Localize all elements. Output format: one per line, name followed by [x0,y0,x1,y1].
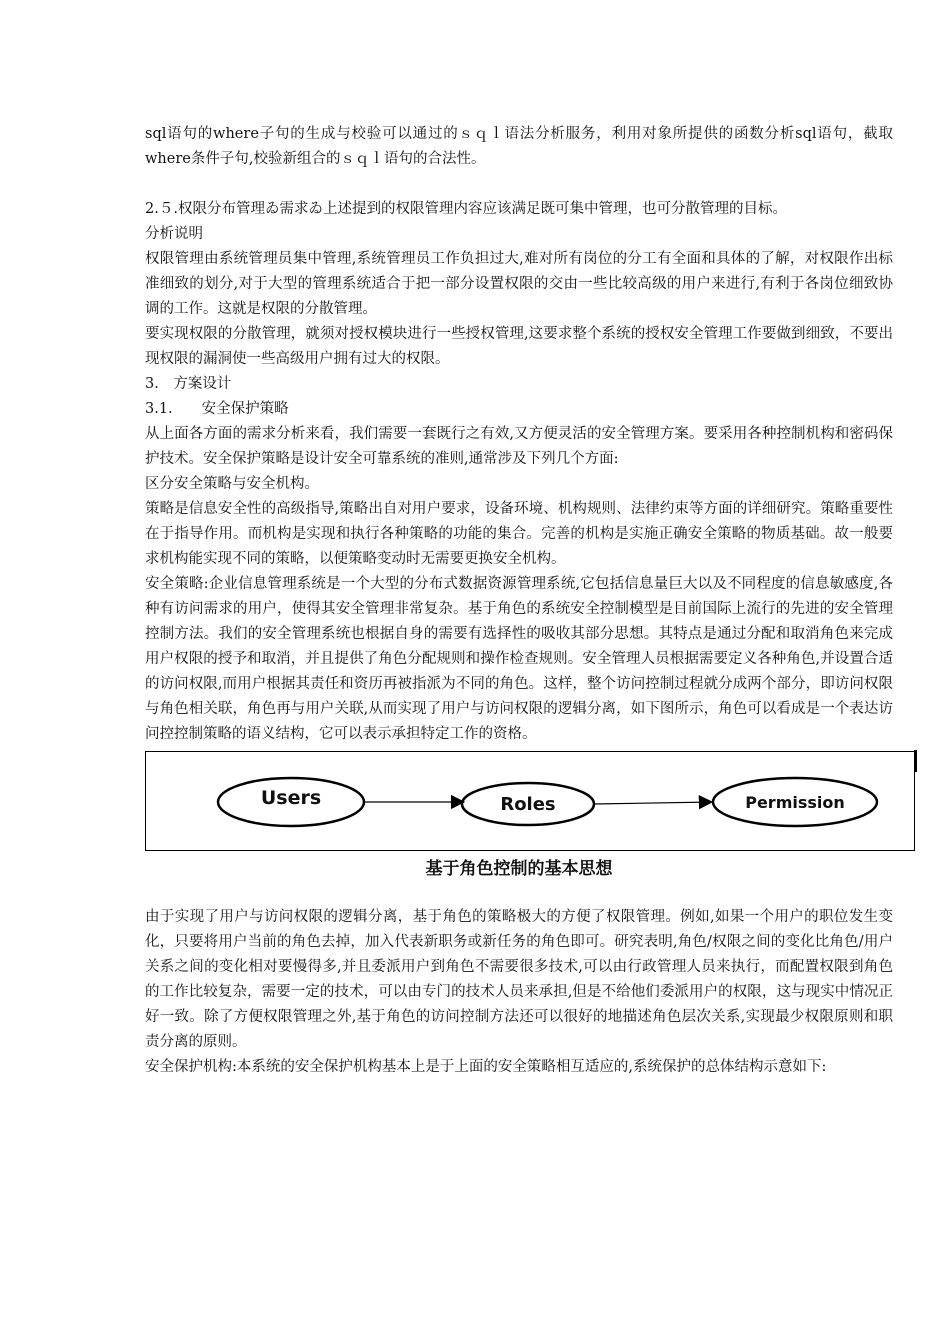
heading-3-1-security-policy: 3.1. 安全保护策略 [145,401,289,417]
users-label: Users [260,787,322,809]
permission-label: Permission [745,793,845,812]
rbac-diagram-svg [146,752,916,852]
rbac-diagram [145,751,915,851]
document-page [145,122,893,1080]
paragraph-centralized-management: 权限管理由系统管理员集中管理,系统管理员工作负担过大,难对所有岗位的分工有全面和具体的了解，对权限作出标准细致的划分,对于大型的管理系统适合于把一部分设置权限的交由一些比较高级的用户来进行,有利于各岗位细致协调的工作。这就是权限的分散管理。 [145,251,893,317]
paragraph-security-policy-rbac: 安全策略:企业信息管理系统是一个大型的分布式数据资源管理系统,它包括信息量巨大以及不同程度的信息敏感度,各种有访问需求的用户，使得其安全管理非常复杂。基于角色的系统安全控制模型是目前国际上流行的先进的安全管理控制方法。我们的安全管理系统也根据自身的需要有选择性的吸收其部分思想。其特点是通过分配和取消角色来完成用户权限的授予和取消，并且提供了角色分配规则和操作检查规则。安全管理人员根据需要定义各种角色,并设置合适的访问权限,而用户根据其责任和资历再被指派为不同的角色。这样，整个访问控制过程就分成两个部分，即访问权限与角色相关联，角色再与用户关联,从而实现了用户与访问权限的逻辑分离，如下图所示，角色可以看成是一个表达访问控控制策略的语义结构，它可以表示承担特定工作的资格。 [145,576,893,742]
heading-3-solution-design: 3. 方案设计 [145,376,232,392]
paragraph-requirements-overview: 从上面各方面的需求分析来看，我们需要一套既行之有效,又方便灵活的安全管理方案。要采用各种控制机构和密码保护技术。安全保护策略是设计安全可靠系统的准则,通常涉及下列几个方面: [145,426,893,467]
heading-2-5-permission-distribution: 2.５.权限分布管理ゐ需求ゐ上述提到的权限管理内容应该满足既可集中管理，也可分散管理的目标。 [145,201,787,217]
paragraph-policy-definition: 策略是信息安全性的高级指导,策略出自对用户要求，设备环境、机构规则、法律约束等方面的详细研究。策略重要性在于指导作用。而机构是实现和执行各种策略的功能的集合。完善的机构是实施正确安全策略的物质基础。故一般要求机构能实现不同的策略，以便策略变动时无需要更换安全机构。 [145,501,893,567]
roles-label: Roles [500,794,556,815]
roles-to-permission-arrow [594,802,712,804]
diagram-caption: 基于角色控制的基本思想 [425,859,613,879]
paragraph-rbac-benefits: 由于实现了用户与访问权限的逻辑分离，基于角色的策略极大的方便了权限管理。例如,如果一个用户的职位发生变化，只要将用户当前的角色去掉，加入代表新职务或新任务的角色即可。研究表明,角色/权限之间的变化比角色/用户关系之间的变化相对要慢得多,并且委派用户到角色不需要很多技术,可以由行政管理人员来执行，而配置权限到角色的工作比较复杂，需要一定的技术，可以由专门的技术人员来承担,但是不给他们委派用户的权限，这与现实中情况正好一致。除了方便权限管理之外,基于角色的访问控制方法还可以很好的地描述角色层次关系,实现最少权限原则和职责分离的原则。 [145,909,893,1050]
paragraph-distributed-management: 要实现权限的分散管理，就须对授权模块进行一些授权管理,这要求整个系统的授权安全管理工作要做到细致，不要出现权限的漏洞使一些高级用户拥有过大的权限。 [145,326,893,367]
paragraph-security-mechanism: 安全保护机构:本系统的安全保护机构基本上是于上面的安全策略相互适应的,系统保护的总体结构示意如下: [145,1059,827,1075]
paragraph-policy-vs-mechanism: 区分安全策略与安全机构。 [145,476,319,492]
label-analysis: 分析说明 [145,226,203,242]
paragraph-sql-where: sql语句的where子句的生成与校验可以通过的ｓｑｌ语法分析服务，利用对象所提供的函数分析sql语句，截取where条件子句,校验新组合的ｓｑｌ语句的合法性。 [145,126,893,167]
blank-line [145,172,893,197]
